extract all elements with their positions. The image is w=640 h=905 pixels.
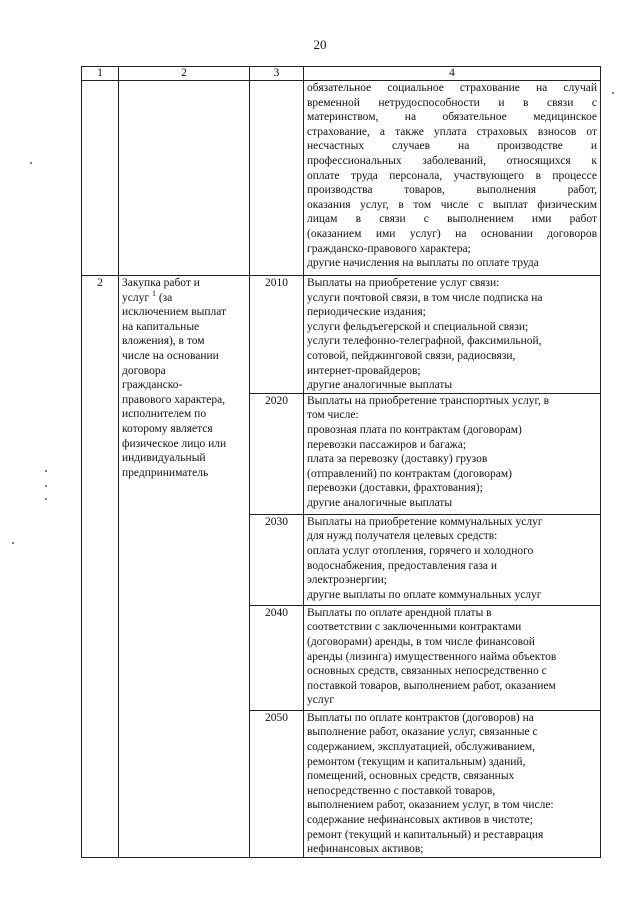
desc-line: аренды (лизинга) имущественного найма объектов [307, 650, 557, 663]
cell-empty [82, 81, 119, 276]
description-2010 [304, 276, 601, 394]
desc-line: соответствии с заключенными контрактами [307, 621, 522, 634]
desc-line: услуги телефонно-телеграфной, факсимильной, [307, 335, 542, 348]
row-name [119, 276, 250, 858]
desc-line: электроэнергии; [307, 574, 387, 587]
code-2050: 2050 [250, 710, 304, 857]
scan-speck [45, 470, 47, 472]
desc-line: услуги почтовой связи, в том числе подписка на [307, 291, 543, 304]
desc-line: сотовой, пейджинговой связи, радиосвязи, [307, 349, 516, 362]
description-2030 [304, 514, 601, 605]
cell-empty [119, 81, 250, 276]
name-line: физическое лицо или [122, 437, 227, 450]
row-number: 2 [82, 276, 119, 858]
desc-line: Выплаты на приобретение коммунальных услуг [307, 515, 543, 528]
scan-speck [45, 485, 47, 487]
desc-line: непосредственно с поставкой товаров, [307, 784, 496, 797]
desc-line: несчастных случаев на производстве и [307, 140, 597, 153]
scan-speck [45, 498, 47, 500]
desc-line: Выплаты по оплате контрактов (договоров) на [307, 711, 534, 724]
desc-line: нефинансовых активов; [307, 843, 424, 856]
description-2050 [304, 710, 601, 857]
desc-line: основных средств, связанных непосредственно с [307, 665, 547, 678]
table-row-2010 [82, 276, 601, 394]
cell-empty [250, 81, 304, 276]
name-line: исполнителем по [122, 408, 207, 421]
desc-line: выполнение работ, оказание услуг, связанные с [307, 726, 538, 739]
name-line: которому является [122, 422, 213, 435]
desc-line: услуги фельдъегерской и специальной связи; [307, 320, 529, 333]
desc-line: перевозки (доставки, фрахтования); [307, 482, 483, 495]
desc-line: Выплаты по оплате арендной платы в [307, 606, 492, 619]
code-2030: 2030 [250, 514, 304, 605]
code-2020: 2020 [250, 393, 304, 514]
desc-line: гражданско-правового характера; [307, 242, 471, 255]
header-col-1: 1 [82, 67, 119, 81]
desc-line: ремонт (текущий и капитальный) и реставрация [307, 828, 544, 841]
desc-line: (отправлений) по контрактам (договорам) [307, 467, 512, 480]
table-row-continuation [82, 81, 601, 276]
name-suffix: (за [155, 291, 173, 304]
desc-line: Выплаты на приобретение услуг связи: [307, 277, 500, 289]
desc-line: оплата услуг отопления, горячего и холодного [307, 544, 534, 557]
desc-line: провозная плата по контрактам (договорам) [307, 423, 522, 436]
desc-line: другие начисления на выплаты по оплате труда [307, 257, 539, 270]
name-line: предприниматель [122, 466, 209, 479]
desc-line: содержанием, эксплуатацией, обслуживанием, [307, 740, 536, 753]
desc-line: лицам в связи с выполнением ими работ [307, 213, 597, 226]
desc-line: интернет-провайдеров; [307, 364, 421, 377]
desc-line: другие аналогичные выплаты [307, 379, 453, 392]
budget-classification-table [81, 66, 601, 858]
desc-line: обязательное социальное страхование на случай [307, 82, 597, 94]
desc-line: Выплаты на приобретение транспортных услуг, в [307, 394, 550, 407]
description-2040 [304, 605, 601, 710]
page-number: 20 [313, 37, 327, 52]
desc-line: услуг [307, 694, 335, 707]
desc-line: временной нетрудоспособности и в связи с [307, 96, 597, 109]
desc-line: профессиональных заболеваний, относящихся к [307, 154, 597, 167]
desc-line: выполнением работ, оказанием услуг, в том числе: [307, 799, 554, 812]
name-line: правового характера, [122, 393, 226, 406]
desc-line: (договорами) аренды, в том числе финансовой [307, 635, 535, 648]
desc-line: производства товаров, выполнения работ, [307, 184, 597, 197]
desc-line: плата за перевозку (доставку) грузов [307, 453, 488, 466]
desc-line: перевозки пассажиров и багажа; [307, 438, 467, 451]
name-line: гражданско- [122, 379, 183, 392]
table-header-row [82, 67, 601, 81]
desc-line: том числе: [307, 409, 359, 422]
desc-line: другие аналогичные выплаты [307, 496, 453, 509]
desc-line: другие выплаты по оплате коммунальных услуг [307, 588, 542, 601]
name-line: договора [122, 364, 166, 377]
scan-speck [30, 162, 32, 164]
desc-line: содержание нефинансовых активов в чистоте; [307, 813, 533, 826]
footnote-mark: 1 [151, 288, 156, 298]
code-2010: 2010 [250, 276, 304, 394]
desc-line: ремонтом (текущим и капитальным) зданий, [307, 755, 526, 768]
name-line: услуг [122, 291, 150, 304]
description-2020 [304, 393, 601, 514]
name-line: вложения), в том [122, 335, 205, 348]
name-line: исключением выплат [122, 306, 227, 319]
name-line-with-footnote [122, 288, 246, 306]
name-line: Закупка работ и [122, 277, 200, 289]
desc-line: страхование, а также уплата страховых взносов от [307, 125, 597, 138]
desc-line: оказания услуг, в том числе с выплат физическим [307, 198, 597, 211]
name-line: индивидуальный [122, 452, 206, 465]
desc-line: поставкой товаров, выполнением работ, оказанием [307, 679, 556, 692]
desc-line: оплате труда персонала, участвующего в процессе [307, 169, 597, 182]
name-line: числе на основании [122, 349, 219, 362]
desc-line: материнством, на обязательное медицинское [307, 111, 597, 124]
desc-line: помещений, основных средств, связанных [307, 770, 515, 783]
desc-line: периодические издания; [307, 306, 426, 319]
header-col-2: 2 [119, 67, 250, 81]
scan-speck [12, 542, 14, 544]
continuation-description [304, 81, 601, 276]
scan-speck [612, 92, 614, 94]
header-col-4: 4 [304, 67, 601, 81]
desc-line: для нужд получателя целевых средств: [307, 530, 498, 543]
desc-line: водоснабжения, предоставления газа и [307, 559, 498, 572]
header-col-3: 3 [250, 67, 304, 81]
name-line: на капитальные [122, 320, 200, 333]
code-2040: 2040 [250, 605, 304, 710]
desc-line: (оказанием ими услуг) на основании договоров [307, 227, 597, 240]
